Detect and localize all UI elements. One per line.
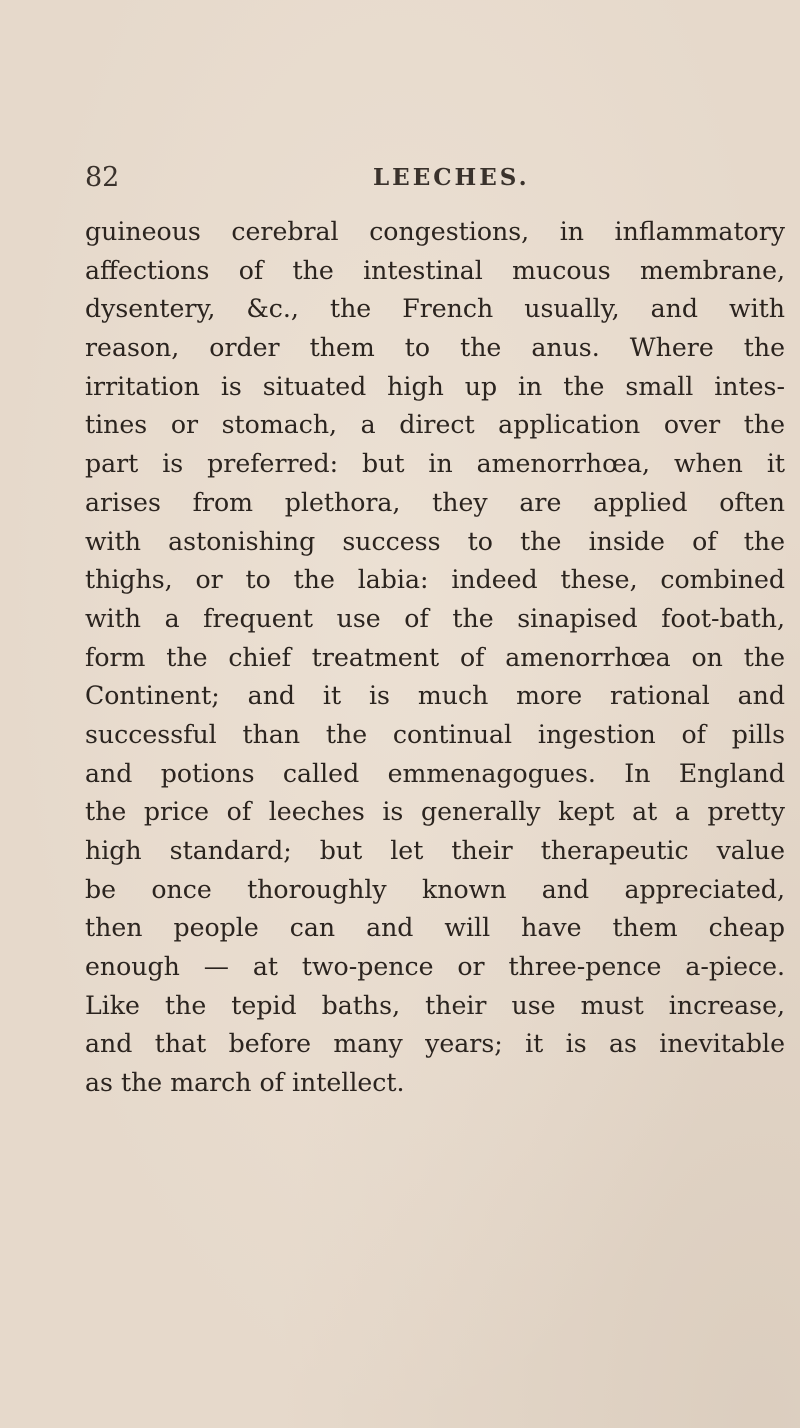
text-line: part is preferred: but in amenorrhœa, when it: [85, 449, 785, 479]
text-line: then people can and will have them cheap: [85, 913, 785, 943]
running-title: LEECHES.: [373, 164, 530, 191]
text-line: reason, order them to the anus. Where the: [85, 333, 785, 363]
text-line: and potions called emmenagogues. In England: [85, 758, 785, 788]
body-paragraph: [85, 213, 785, 1103]
text-line: arises from plethora, they are applied often: [85, 487, 785, 517]
text-line: successful than the continual ingestion of pills: [85, 719, 785, 749]
text-line: enough — at two-pence or three-pence a-piece.: [85, 952, 785, 982]
text-line: irritation is situated high up in the small intes-: [85, 371, 785, 401]
text-line: high standard; but let their therapeutic value: [85, 836, 785, 865]
text-line: and that before many years; it is as inevitable: [85, 1029, 785, 1059]
text-line: dysentery, &c., the French usually, and with: [85, 294, 785, 324]
running-head: [85, 160, 785, 200]
text-line: guineous cerebral congestions, in inflammatory: [85, 217, 785, 246]
text-line: tines or stomach, a direct application over the: [85, 410, 785, 440]
text-line: the price of leeches is generally kept at a pretty: [85, 797, 785, 827]
text-line: with a frequent use of the sinapised foot-bath,: [85, 603, 785, 633]
page-number: 82: [85, 162, 120, 193]
text-line: Continent; and it is much more rational and: [85, 681, 785, 711]
text-line: be once thoroughly known and appreciated,: [85, 874, 785, 904]
text-line: Like the tepid baths, their use must increase,: [85, 990, 785, 1020]
text-line: form the chief treatment of amenorrhœa on the: [85, 642, 785, 672]
text-line: affections of the intestinal mucous membrane,: [85, 255, 785, 285]
text-line: as the march of intellect.: [85, 1068, 405, 1098]
text-line: thighs, or to the labia: indeed these, combined: [85, 565, 785, 595]
text-line: with astonishing success to the inside of the: [85, 526, 785, 556]
